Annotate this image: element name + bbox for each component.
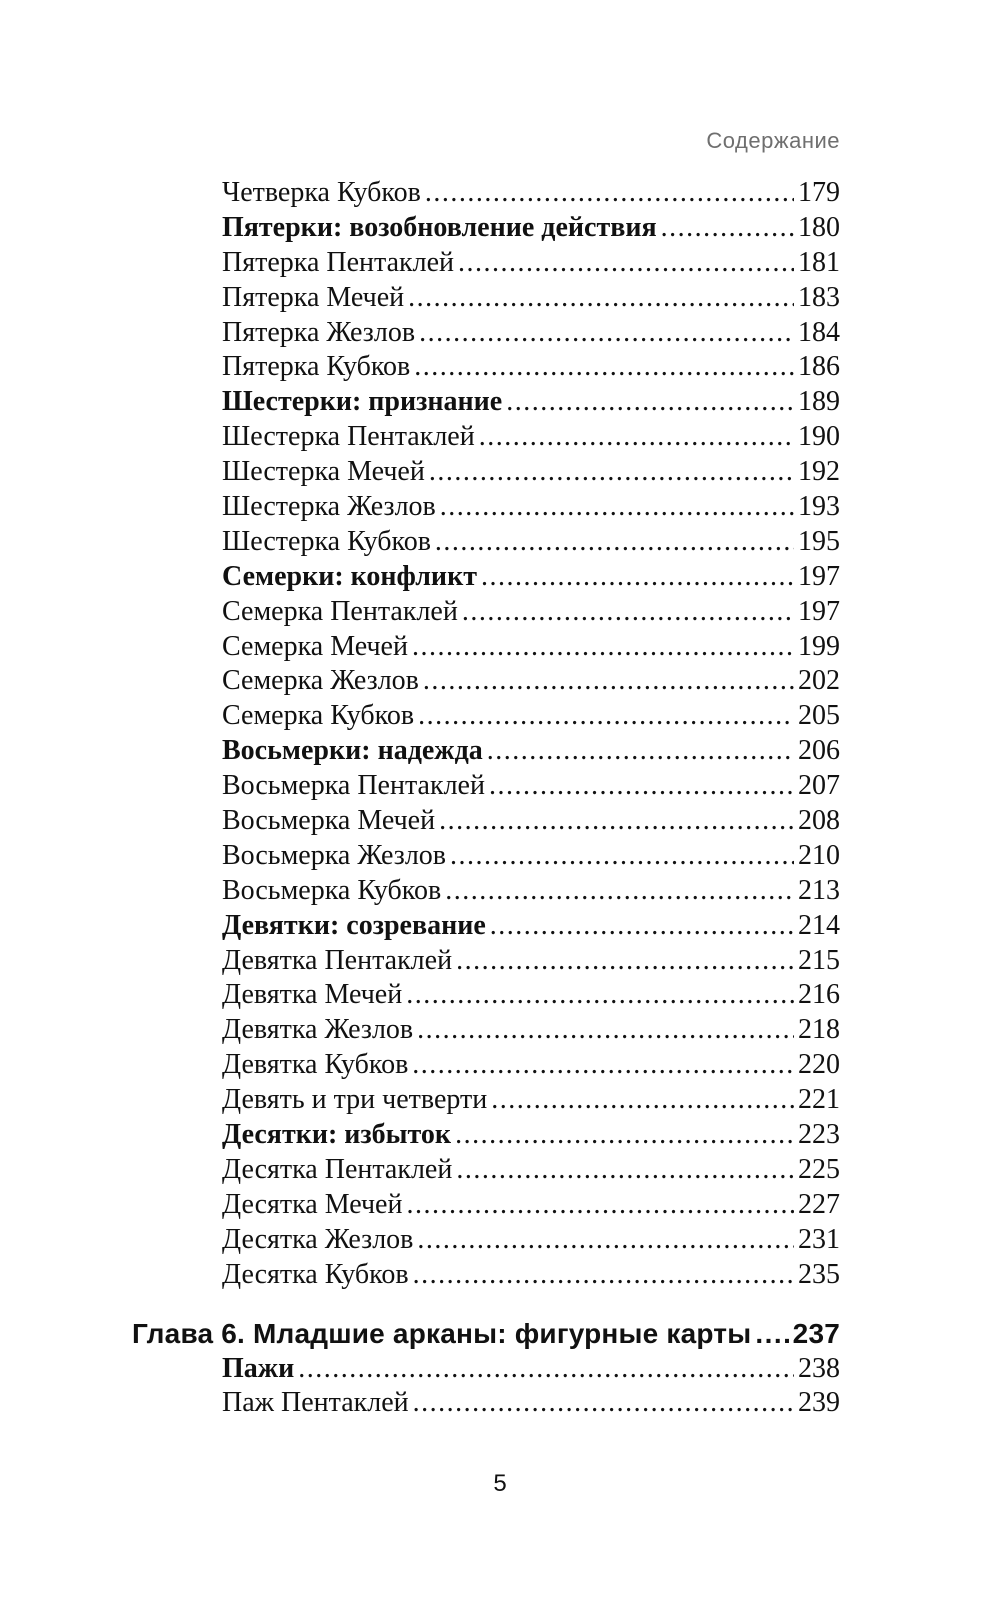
toc-entry-page: 210 xyxy=(798,839,840,871)
dot-leader xyxy=(417,1223,794,1258)
dot-leader xyxy=(489,769,794,804)
toc-entry-title: Восьмерка Жезлов xyxy=(222,839,447,871)
toc-entry-title: Десятка Кубков xyxy=(222,1258,409,1290)
toc-entry xyxy=(222,281,840,316)
dot-leader xyxy=(755,1316,788,1352)
toc-entry-page: 238 xyxy=(798,1352,840,1384)
toc-entry-title: Девятка Кубков xyxy=(222,1049,409,1081)
toc-entry-title: Паж Пентаклей xyxy=(222,1387,409,1419)
toc-entry-title: Пятерка Пентаклей xyxy=(222,246,454,278)
dot-leader xyxy=(445,874,794,909)
toc-entry-title: Пятерка Жезлов xyxy=(222,316,416,348)
toc-entry-page: 235 xyxy=(798,1258,840,1290)
dot-leader xyxy=(479,420,794,455)
toc-entry xyxy=(222,525,840,560)
dot-leader xyxy=(418,699,794,734)
dot-leader xyxy=(406,1188,794,1223)
toc-entry-title: Девять и три четверти xyxy=(222,1084,488,1116)
toc-entry xyxy=(222,944,840,979)
dot-leader xyxy=(419,316,794,351)
toc-entry-title: Пятерка Кубков xyxy=(222,351,411,383)
toc-entry-title: Десятка Жезлов xyxy=(222,1223,414,1255)
toc-entry-title: Пажи xyxy=(222,1352,295,1384)
toc-entry-page: 223 xyxy=(798,1119,840,1151)
toc-entry-title: Семерка Жезлов xyxy=(222,665,419,697)
dot-leader xyxy=(661,211,794,246)
toc-entry-title: Восьмерка Мечей xyxy=(222,805,436,837)
toc-entry-page: 180 xyxy=(798,211,840,243)
toc-entry-title: Девятка Мечей xyxy=(222,979,403,1011)
toc-entry xyxy=(222,1013,840,1048)
toc-entry-page: 186 xyxy=(798,351,840,383)
dot-leader xyxy=(425,176,794,211)
toc-section-entry xyxy=(222,385,840,420)
dot-leader xyxy=(429,455,794,490)
toc-entry-page: 237 xyxy=(792,1317,840,1349)
dot-leader xyxy=(458,246,794,281)
toc-entry-page: 205 xyxy=(798,700,840,732)
toc-entry-page: 225 xyxy=(798,1153,840,1185)
dot-leader xyxy=(456,1153,794,1188)
toc-entry xyxy=(222,699,840,734)
toc-entry xyxy=(222,1386,840,1421)
dot-leader xyxy=(423,664,794,699)
toc-entry-title: Шестерки: признание xyxy=(222,386,503,418)
toc-entry xyxy=(222,595,840,630)
toc-entry-page: 239 xyxy=(798,1387,840,1419)
toc-entry-page: 181 xyxy=(798,246,840,278)
toc-entry xyxy=(222,490,840,525)
toc-entry-title: Восьмерки: надежда xyxy=(222,735,483,767)
toc-entry-title: Пятерки: возобновление действия xyxy=(222,211,657,243)
toc-entry-title: Семерки: конфликт xyxy=(222,560,477,592)
toc-entry xyxy=(222,664,840,699)
toc-section-entry xyxy=(222,734,840,769)
dot-leader xyxy=(490,909,794,944)
dot-leader xyxy=(412,630,794,665)
dot-leader xyxy=(412,1048,794,1083)
toc-entry-title: Девятка Пентаклей xyxy=(222,944,453,976)
toc-entry-page: 207 xyxy=(798,770,840,802)
toc-entry xyxy=(222,176,840,211)
toc-entry-page: 179 xyxy=(798,177,840,208)
toc-entry xyxy=(222,246,840,281)
toc-entry-title: Семерка Пентаклей xyxy=(222,595,458,627)
dot-leader xyxy=(298,1352,794,1387)
toc-entry-title: Пятерка Мечей xyxy=(222,281,405,313)
toc-entry-title: Четверка Кубков xyxy=(222,177,421,208)
toc-entry xyxy=(222,1258,840,1293)
toc-entry-title: Восьмерка Кубков xyxy=(222,874,442,906)
toc-entry-title: Семерка Кубков xyxy=(222,700,415,732)
toc-entry xyxy=(222,420,840,455)
toc-entry-page: 189 xyxy=(798,386,840,418)
toc-section-entry xyxy=(222,211,840,246)
toc-entry xyxy=(222,1188,840,1223)
toc-entry-page: 190 xyxy=(798,421,840,453)
toc-section-entry xyxy=(222,1118,840,1153)
toc-entry-title: Восьмерка Пентаклей xyxy=(222,770,485,802)
toc-entry-page: 206 xyxy=(798,735,840,767)
toc-entry-page: 231 xyxy=(798,1223,840,1255)
toc-entry xyxy=(222,839,840,874)
toc-entry-page: 227 xyxy=(798,1188,840,1220)
toc-section-entry xyxy=(222,1352,840,1387)
toc-entry-page: 183 xyxy=(798,281,840,313)
dot-leader xyxy=(440,490,794,525)
toc-entry-page: 208 xyxy=(798,805,840,837)
toc-section-entry xyxy=(222,909,840,944)
dot-leader xyxy=(481,560,794,595)
toc-entry-page: 215 xyxy=(798,944,840,976)
dot-leader xyxy=(439,804,794,839)
dot-leader xyxy=(462,595,794,630)
toc-entry-title: Глава 6. Младшие арканы: фигурные карты xyxy=(132,1317,752,1349)
dot-leader xyxy=(417,1013,794,1048)
toc-entry xyxy=(222,350,840,385)
dot-leader xyxy=(408,281,794,316)
toc-entry xyxy=(222,1223,840,1258)
toc-entry-title: Девятка Жезлов xyxy=(222,1014,414,1046)
toc-entry xyxy=(222,804,840,839)
toc-entry-page: 213 xyxy=(798,874,840,906)
toc-entry-page: 214 xyxy=(798,909,840,941)
toc-entry xyxy=(222,769,840,804)
dot-leader xyxy=(487,734,794,769)
dot-leader xyxy=(414,350,794,385)
toc-entry-title: Десятка Мечей xyxy=(222,1188,403,1220)
toc-entry-page: 184 xyxy=(798,316,840,348)
page-number: 5 xyxy=(493,1470,507,1497)
toc-entry-title: Десятки: избыток xyxy=(222,1119,452,1151)
dot-leader xyxy=(491,1083,794,1118)
toc-entry-page: 199 xyxy=(798,630,840,662)
toc-entry-page: 220 xyxy=(798,1049,840,1081)
toc-entry-title: Семерка Мечей xyxy=(222,630,408,662)
toc-entry xyxy=(222,1048,840,1083)
toc-entry-page: 195 xyxy=(798,525,840,557)
toc-entry-title: Девятки: созревание xyxy=(222,909,486,941)
table-of-contents xyxy=(0,176,1000,1421)
toc-entry-page: 193 xyxy=(798,491,840,523)
toc-entry xyxy=(222,874,840,909)
toc-entry xyxy=(222,1083,840,1118)
toc-entry-page: 218 xyxy=(798,1014,840,1046)
toc-entry xyxy=(222,1153,840,1188)
toc-entry xyxy=(222,630,840,665)
toc-entry-title: Шестерка Мечей xyxy=(222,456,425,488)
toc-entry-page: 202 xyxy=(798,665,840,697)
toc-entry-title: Шестерка Жезлов xyxy=(222,491,436,523)
toc-entry xyxy=(222,978,840,1013)
toc-chapter-entry xyxy=(132,1316,840,1352)
toc-entry-page: 221 xyxy=(798,1084,840,1116)
toc-section-entry xyxy=(222,560,840,595)
dot-leader xyxy=(413,1258,794,1293)
dot-leader xyxy=(435,525,794,560)
dot-leader xyxy=(413,1386,794,1421)
toc-entry-page: 192 xyxy=(798,456,840,488)
toc-entry-page: 216 xyxy=(798,979,840,1011)
toc-entry xyxy=(222,455,840,490)
toc-entry-page: 197 xyxy=(798,560,840,592)
dot-leader xyxy=(455,1118,794,1153)
toc-entry-title: Шестерка Пентаклей xyxy=(222,421,475,453)
running-head: Содержание xyxy=(706,128,840,153)
dot-leader xyxy=(456,944,794,979)
toc-entry-title: Десятка Пентаклей xyxy=(222,1153,453,1185)
toc-entry xyxy=(222,316,840,351)
toc-entry-page: 197 xyxy=(798,595,840,627)
dot-leader xyxy=(506,385,794,420)
dot-leader xyxy=(406,978,794,1013)
toc-entry-title: Шестерка Кубков xyxy=(222,525,431,557)
dot-leader xyxy=(450,839,794,874)
